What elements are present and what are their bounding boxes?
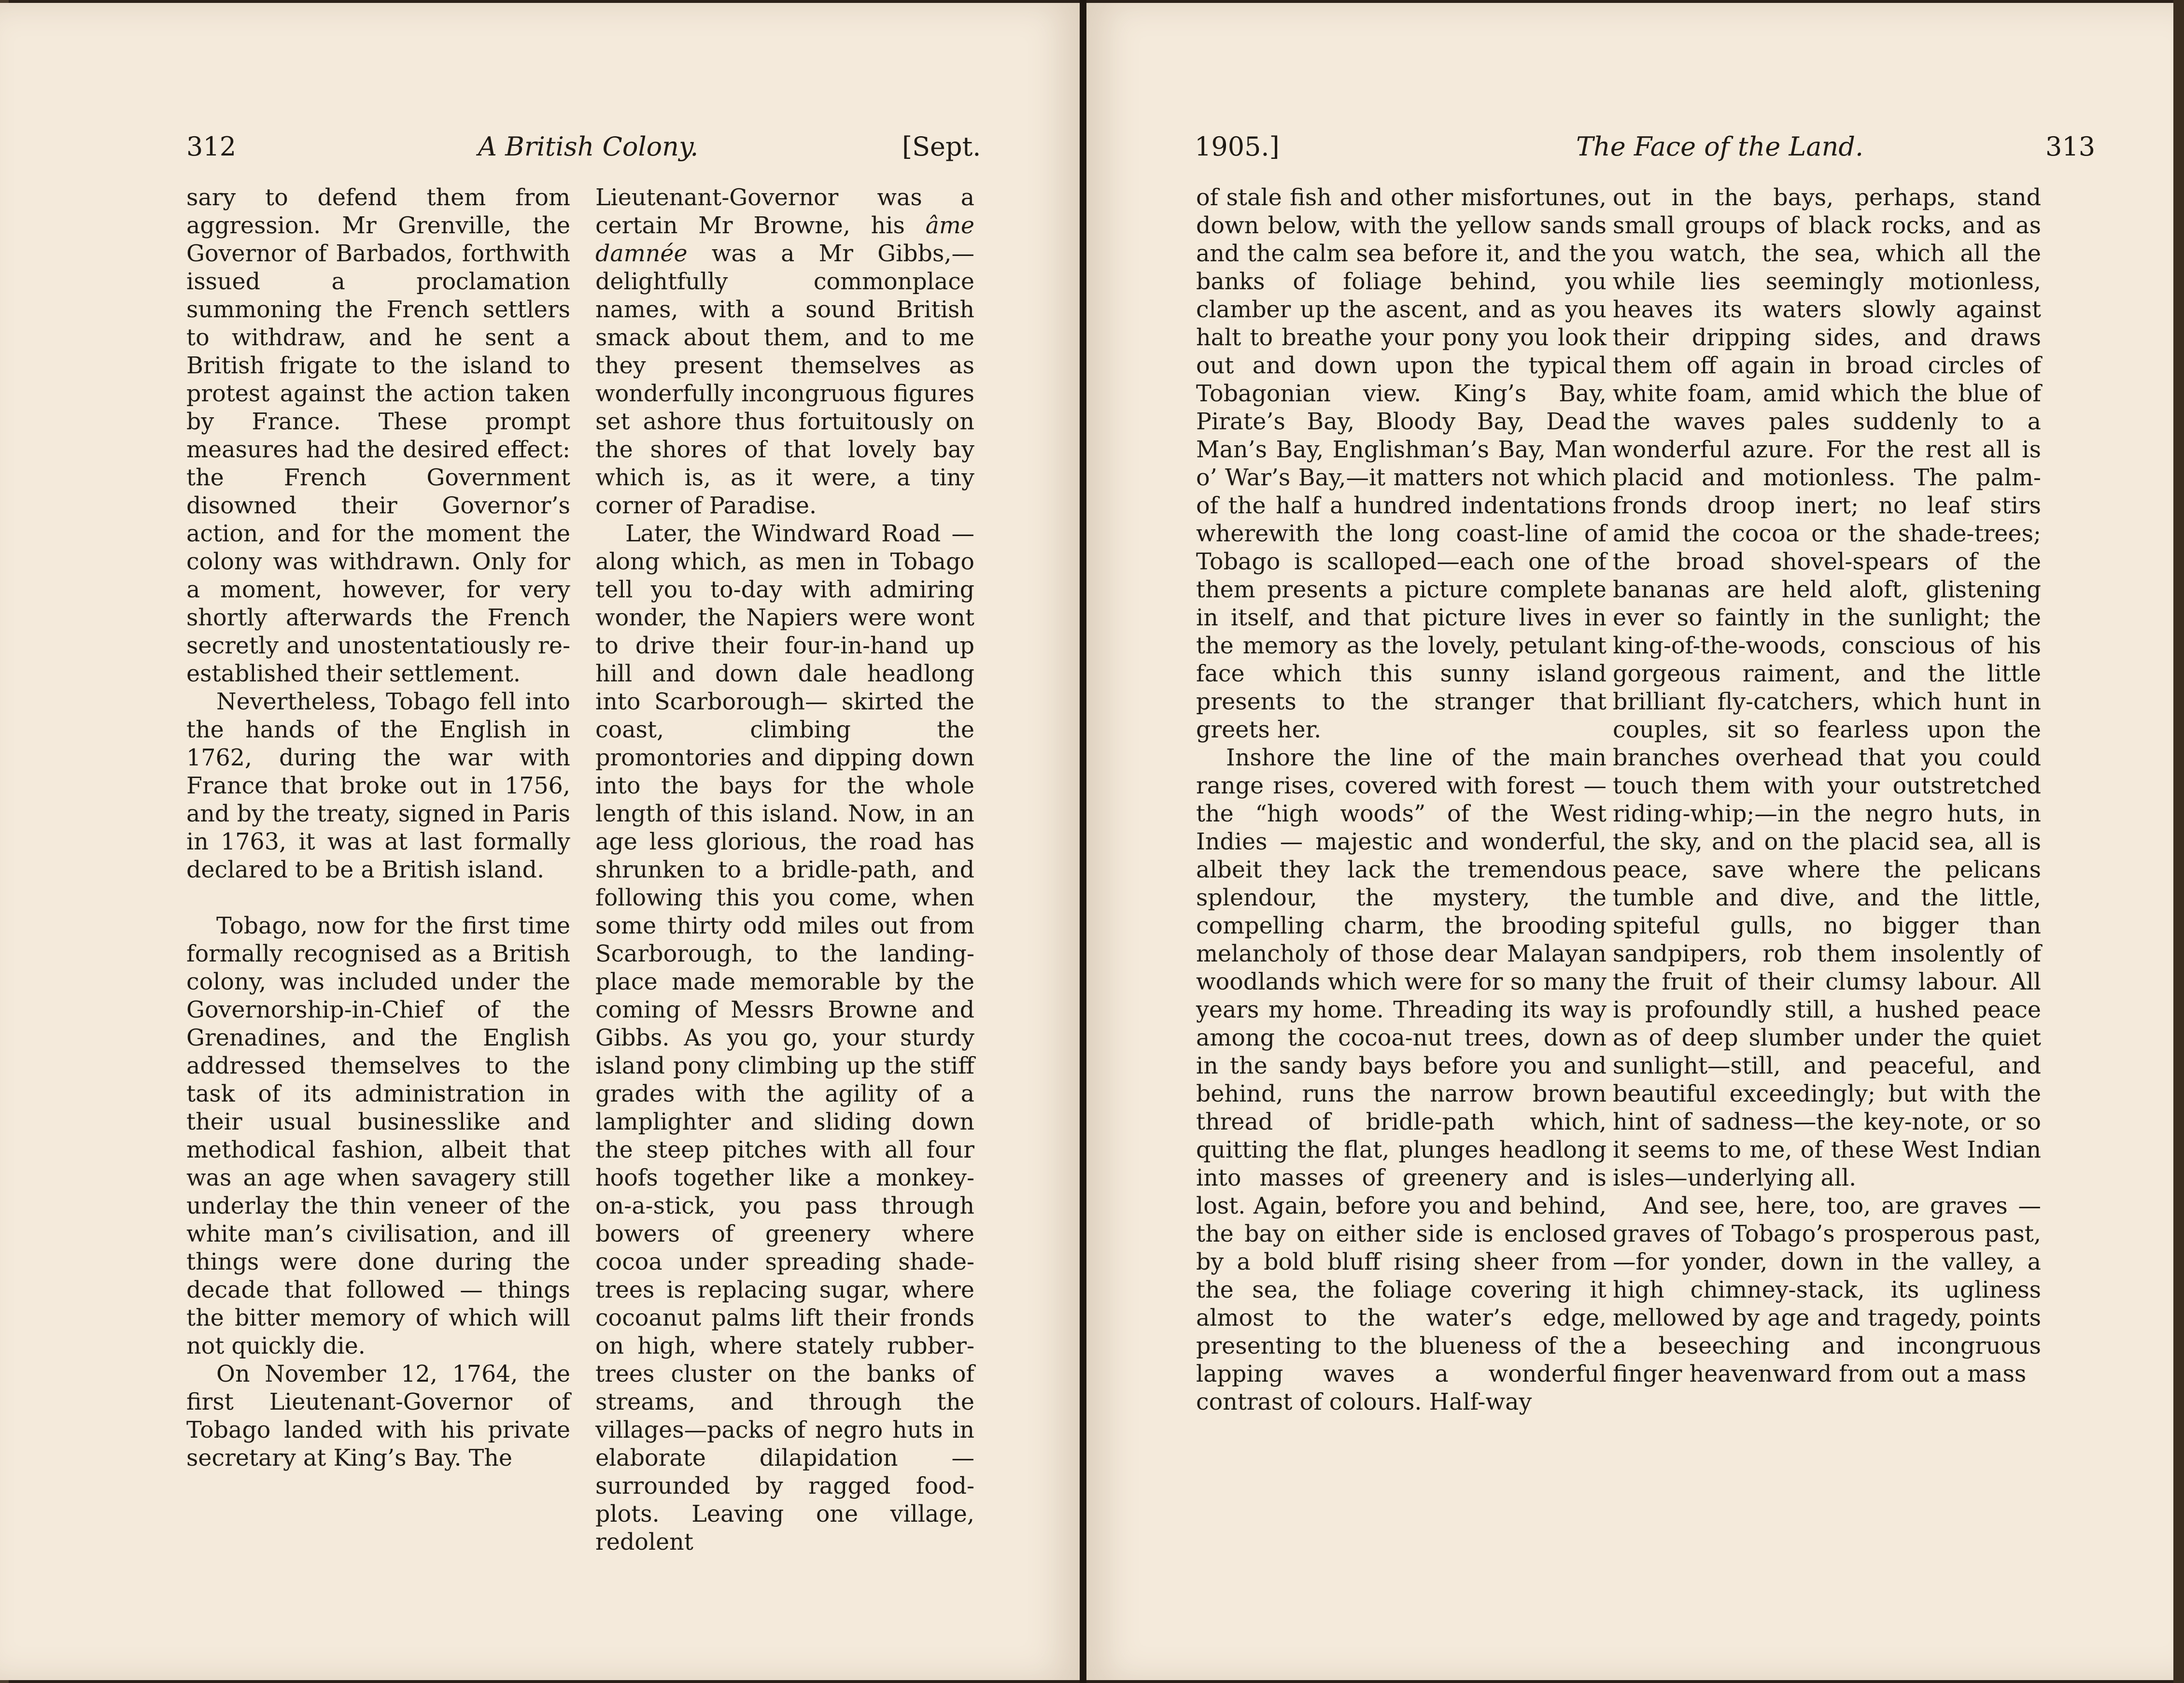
- left-column-1: [186, 184, 570, 1472]
- paragraph: On November 12, 1764, the first Lieutenant-Governor of Tobago landed with his private secretary at King’s Bay. The: [186, 1361, 570, 1471]
- left-page: [0, 3, 1080, 1680]
- paragraph: out in the bays, perhaps, stand small groups of black rocks, and as you watch, the sea, which all the while lies seemingly motionless, heaves its waters slowly against their dripping sides, and draws them off again in broad circles of white foam, amid which the blue of the waves pales suddenly to a wonderful azure. For the rest all is placid and motionless. The palm-fronds droop inert; no leaf stirs amid the cocoa or the shade-trees; the broad shovel-spears of the bananas are held aloft, glistening ever so faintly in the sunlight; the king-of-the-woods, conscious of his gorgeous raiment, and the little brilliant fly-catchers, which hunt in couples, sit so fearless upon the branches overhead that you could touch them with your outstretched riding-whip;—in the negro huts, in the sky, and on the placid sea, all is peace, save where the pelicans tumble and dive, and the little, spiteful gulls, no bigger than sandpipers, rob them insolently of the fruit of their clumsy labour. All is profoundly still, a hushed peace as of deep slumber under the quiet sunlight—still, and peaceful, and beautiful exceedingly; but with the hint of sadness—the key-note, or so it seems to me, of these West Indian isles—underlying all.: [1613, 184, 2041, 1191]
- right-page-edge: [2173, 0, 2184, 1683]
- paragraph: And see, here, too, are graves —graves of Tobago’s prosperous past,—for yonder, down in the valley, a high chimney-stack, its ugliness mellowed by age and tragedy, points a beseeching and incongruous finger heavenward from out a mass: [1613, 1193, 2041, 1387]
- paragraph: Inshore the line of the main range rises, covered with forest —the “high woods” of the West Indies — majestic and wonderful, albeit they lack the tremendous splendour, the mystery, the compelling charm, the brooding melancholy of those dear Malayan woodlands which were for so many years my home. Threading its way among the cocoa-nut trees, down in the sandy bays before you and behind, runs the narrow brown thread of bridle-path which, quitting the flat, plunges headlong into masses of greenery and is lost. Again, before you and behind, the bay on either side is enclosed by a bold bluff rising sheer from the sea, the foliage covering it almost to the water’s edge, presenting to the blueness of the lapping waves a wonderful contrast of colours. Half-way: [1196, 745, 1606, 1415]
- right-running-head: [1195, 127, 2097, 166]
- paragraph: Lieutenant-Governor was a certain Mr Browne, his âme damnée was a Mr Gibbs,—delightfully commonplace names, with a sound British smack about them, and to me they present themselves as wonderfully incongruous figures set ashore thus fortuitously on the shores of that lovely bay which is, as it were, a tiny corner of Paradise.: [595, 184, 974, 519]
- left-running-head: [186, 127, 981, 166]
- left-column-2: [595, 184, 974, 1556]
- paragraph: Tobago, now for the first time formally recognised as a British colony, was included under the Governorship-in-Chief of the Grenadines, and the English addressed themselves to the task of its administration in their usual businesslike and methodical fashion, albeit that was an age when savagery still underlay the thin veneer of the white man’s civilisation, and ill things were done during the decade that followed — things the bitter memory of which will not quickly die.: [186, 913, 570, 1359]
- right-page-number: 313: [2045, 131, 2096, 162]
- section-break: [186, 884, 570, 912]
- right-column-2: [1613, 184, 2041, 1388]
- left-page-number: 312: [186, 131, 237, 162]
- left-running-date: [Sept.: [902, 131, 981, 162]
- right-running-title: The Face of the Land.: [1576, 131, 1864, 162]
- paragraph: Nevertheless, Tobago fell into the hands of the English in 1762, during the war with France that broke out in 1756, and by the treaty, signed in Paris in 1763, it was at last formally declared to be a British island.: [186, 689, 570, 883]
- right-running-date: 1905.]: [1195, 131, 1280, 162]
- right-column-1: [1196, 184, 1606, 1416]
- paragraph: Later, the Windward Road —along which, as men in Tobago tell you to-day with admiring wonder, the Napiers were wont to drive their four-in-hand up hill and down dale headlong into Scarborough— skirted the coast, climbing the promontories and dipping down into the bays for the whole length of this island. Now, in an age less glorious, the road has shrunken to a bridle-path, and following this you come, when some thirty odd miles out from Scarborough, to the landing-place made memorable by the coming of Messrs Browne and Gibbs. As you go, your sturdy island pony climbing up the stiff grades with the agility of a lamplighter and sliding down the steep pitches with all four hoofs together like a monkey-on-a-stick, you pass through bowers of greenery where cocoa under spreading shade-trees is replacing sugar, where cocoanut palms lift their fronds on high, where stately rubber-trees cluster on the banks of streams, and through the villages—packs of negro huts in elaborate dilapidation — surrounded by ragged food-plots. Leaving one village, redolent: [595, 521, 974, 1556]
- paragraph: of stale fish and other misfortunes, down below, with the yellow sands and the calm sea before it, and the banks of foliage behind, you clamber up the ascent, and as you halt to breathe your pony you look out and down upon the typical Tobagonian view. King’s Bay, Pirate’s Bay, Bloody Bay, Dead Man’s Bay, Englishman’s Bay, Man o’ War’s Bay,—it matters not which of the half a hundred indentations wherewith the long coast-line of Tobago is scalloped—each one of them presents a picture complete in itself, and that picture lives in the memory as the lovely, petulant face which this sunny island presents to the stranger that greets her.: [1196, 184, 1606, 743]
- italic-phrase: âme damnée: [595, 212, 974, 267]
- book-gutter: [1080, 0, 1086, 1683]
- left-running-title: A British Colony.: [478, 131, 699, 162]
- paragraph: sary to defend them from aggression. Mr Grenville, the Governor of Barbados, forthwith issued a proclamation summoning the French settlers to withdraw, and he sent a British frigate to the island to protest against the action taken by France. These prompt measures had the desired effect: the French Government disowned their Governor’s action, and for the moment the colony was withdrawn. Only for a moment, however, for very shortly afterwards the French secretly and unostentatiously re-established their settlement.: [186, 184, 570, 687]
- right-page: [1086, 3, 2184, 1680]
